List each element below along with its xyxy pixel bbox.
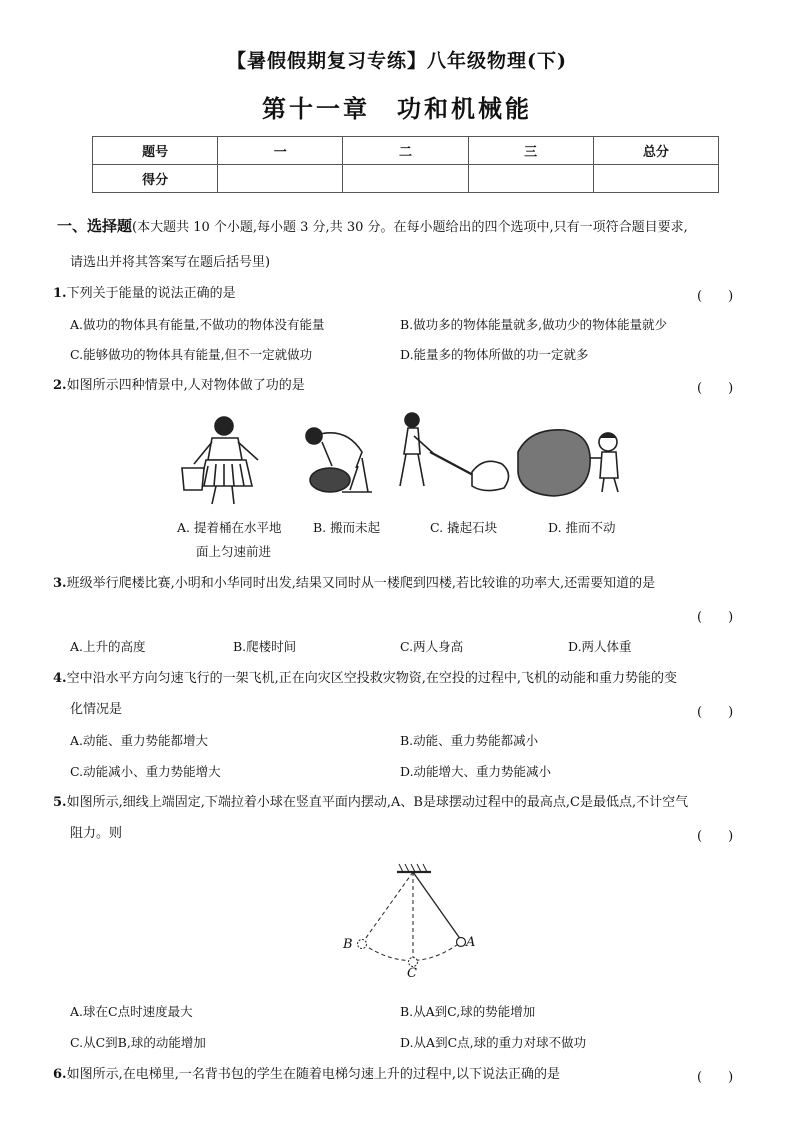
- section-header: [57, 217, 688, 237]
- question-number: 1.: [53, 286, 67, 301]
- table-cell: 三: [468, 137, 593, 165]
- question-5-stem-line2: 阻力。则: [70, 826, 123, 841]
- answer-paren[interactable]: ( ): [697, 829, 734, 844]
- question-number: 6.: [53, 1067, 67, 1082]
- option-d: D.从A到C点,球的重力对球不做功: [400, 1035, 587, 1050]
- option-c: C.能够做功的物体具有能量,但不一定就做功: [70, 347, 313, 362]
- table-cell[interactable]: [343, 165, 468, 193]
- answer-paren[interactable]: ( ): [697, 381, 734, 396]
- option-d: D.两人体重: [568, 639, 632, 654]
- answer-paren[interactable]: ( ): [697, 705, 734, 720]
- question-text: 如图所示四种情景中,人对物体做了功的是: [66, 378, 305, 393]
- table-cell[interactable]: [468, 165, 593, 193]
- option-b: B.做功多的物体能量就多,做功少的物体能量就少: [400, 317, 668, 332]
- option-a: A.上升的高度: [70, 639, 146, 654]
- answer-paren[interactable]: ( ): [697, 1070, 734, 1085]
- figure-caption-a-line2: 面上匀速前进: [196, 544, 272, 559]
- answer-paren[interactable]: ( ): [697, 610, 734, 625]
- label-b: B: [343, 937, 353, 952]
- question-4-stem-line2: 化情况是: [70, 702, 123, 717]
- label-a: A: [466, 935, 476, 950]
- label-c: C: [407, 966, 417, 981]
- option-d: D.能量多的物体所做的功一定就多: [400, 347, 589, 362]
- ball-b: [358, 940, 367, 949]
- table-cell[interactable]: [593, 165, 718, 193]
- answer-paren[interactable]: ( ): [697, 289, 734, 304]
- table-row: [93, 137, 719, 165]
- question-text: 如图所示,细线上端固定,下端拉着小球在竖直平面内摆动,A、B是球摆动过程中的最高点,C是最低点,不计空气: [66, 795, 689, 810]
- table-cell: 二: [343, 137, 468, 165]
- question-number: 3.: [53, 576, 67, 591]
- woman-bucket-illustration: [182, 417, 258, 504]
- figure-caption-c: C. 撬起石块: [430, 520, 498, 535]
- question-text: 下列关于能量的说法正确的是: [66, 286, 236, 301]
- question-text: 班级举行爬楼比赛,小明和小华同时出发,结果又同时从一楼爬到四楼,若比较谁的功率大,还需要知道的是: [66, 576, 656, 591]
- question-5-stem: [53, 794, 688, 812]
- section-label: 一、选择题: [57, 217, 133, 235]
- table-cell: 得分: [93, 165, 218, 193]
- option-c: C.动能减小、重力势能增大: [70, 764, 221, 779]
- question-number: 2.: [53, 378, 67, 393]
- question-text: 空中沿水平方向匀速飞行的一架飞机,正在向灾区空投救灾物资,在空投的过程中,飞机的动能和重力势能的变: [66, 671, 677, 686]
- man-lever-illustration: [400, 413, 509, 491]
- option-c: C.从C到B,球的动能增加: [70, 1035, 206, 1050]
- figure-caption-d: D. 推而不动: [548, 520, 616, 535]
- q2-illustration: [172, 408, 642, 513]
- question-6-stem: [53, 1066, 560, 1084]
- ball-a: [457, 938, 466, 947]
- option-a: A.球在C点时速度最大: [70, 1004, 193, 1019]
- section-desc-line2: 请选出并将其答案写在题后括号里): [70, 255, 271, 270]
- chapter-title: 第十一章 功和机械能: [262, 94, 532, 123]
- figure-caption-a: A. 提着桶在水平地: [177, 520, 282, 535]
- section-desc: (本大题共 10 个小题,每小题 3 分,共 30 分。在每小题给出的四个选项中,只有一项符合题目要求,: [132, 220, 688, 235]
- child-pushing-rock-illustration: [518, 430, 618, 496]
- table-cell: 总分: [593, 137, 718, 165]
- question-1-stem: [53, 285, 236, 303]
- question-3-stem: [53, 575, 655, 593]
- question-number: 5.: [53, 795, 67, 810]
- table-cell: 题号: [93, 137, 218, 165]
- page-title: 【暑假假期复习专练】八年级物理(下): [227, 50, 567, 72]
- question-2-stem: [53, 377, 305, 395]
- score-table: [92, 136, 719, 193]
- person-bending-illustration: [306, 428, 372, 492]
- option-b: B.动能、重力势能都减小: [400, 733, 539, 748]
- table-cell: 一: [218, 137, 343, 165]
- table-row: [93, 165, 719, 193]
- option-a: A.做功的物体具有能量,不做功的物体没有能量: [70, 317, 325, 332]
- question-number: 4.: [53, 671, 67, 686]
- option-b: B.从A到C,球的势能增加: [400, 1004, 536, 1019]
- option-a: A.动能、重力势能都增大: [70, 733, 209, 748]
- figure-caption-b: B. 搬而未起: [313, 520, 381, 535]
- question-text: 如图所示,在电梯里,一名背书包的学生在随着电梯匀速上升的过程中,以下说法正确的是: [66, 1067, 560, 1082]
- table-cell[interactable]: [218, 165, 343, 193]
- option-c: C.两人身高: [400, 639, 464, 654]
- option-b: B.爬楼时间: [233, 639, 297, 654]
- option-d: D.动能增大、重力势能减小: [400, 764, 552, 779]
- question-4-stem: [53, 670, 677, 688]
